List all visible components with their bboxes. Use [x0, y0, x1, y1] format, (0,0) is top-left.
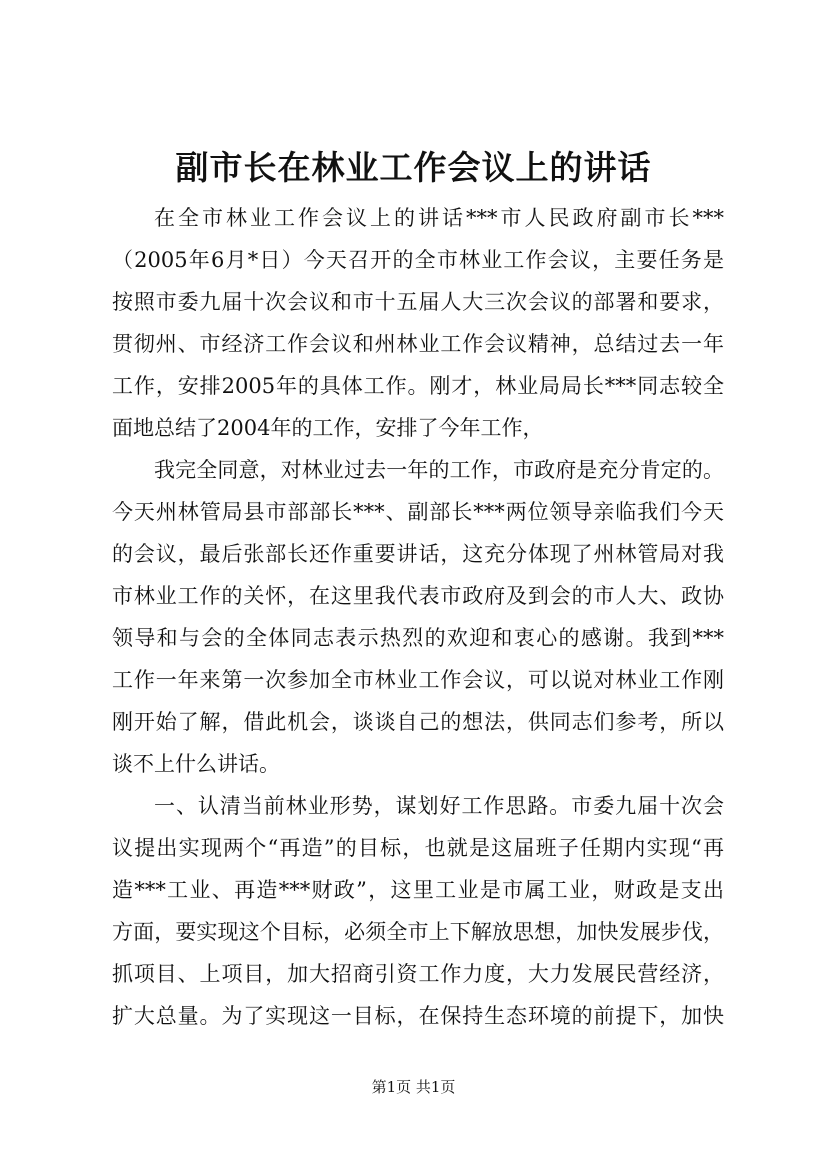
text-line: 在全市林业工作会议上的讲话***市人民政府副市长***: [154, 206, 724, 230]
text-line: 贯彻州、市经济工作会议和州林业工作会议精神，总结过去一年: [112, 332, 724, 356]
text-line: 的会议，最后张部长还作重要讲话，这充分体现了州林管局对我: [112, 542, 724, 566]
document-title: 副市长在林业工作会议上的讲话: [175, 148, 652, 187]
document-body: [112, 197, 724, 1037]
text-line: 刚开始了解，借此机会，谈谈自己的想法，供同志们参考，所以: [112, 710, 724, 734]
text-line: 市林业工作的关怀，在这里我代表市政府及到会的市人大、政协: [112, 584, 724, 608]
page-footer: 第1页 共1页: [371, 1078, 456, 1096]
text-line: 抓项目、上项目，加大招商引资工作力度，大力发展民营经济，: [112, 962, 724, 986]
text-line: 按照市委九届十次会议和市十五届人大三次会议的部署和要求，: [112, 290, 724, 314]
text-line: 领导和与会的全体同志表示热烈的欢迎和衷心的感谢。我到***: [112, 626, 724, 650]
text-line: 谈不上什么讲话。: [112, 752, 280, 776]
text-line: 面地总结了2004年的工作，安排了今年工作，: [112, 416, 544, 440]
text-line: 扩大总量。为了实现这一目标，在保持生态环境的前提下，加快: [112, 1004, 724, 1028]
text-line: （2005年6月*日）今天召开的全市林业工作会议，主要任务是: [112, 248, 724, 272]
text-line: 造***工业、再造***财政”，这里工业是市属工业，财政是支出: [112, 878, 724, 902]
text-line: 一、认清当前林业形势，谋划好工作思路。市委九届十次会: [154, 794, 724, 818]
text-line: 工作一年来第一次参加全市林业工作会议，可以说对林业工作刚: [112, 668, 724, 692]
text-line: 我完全同意，对林业过去一年的工作，市政府是充分肯定的。: [154, 458, 724, 482]
text-line: 方面，要实现这个目标，必须全市上下解放思想，加快发展步伐，: [112, 920, 724, 944]
text-line: 今天州林管局县市部部长***、副部长***两位领导亲临我们今天: [112, 500, 724, 524]
text-line: 工作，安排2005年的具体工作。刚才，林业局局长***同志较全: [112, 374, 724, 398]
text-line: 议提出实现两个“再造”的目标，也就是这届班子任期内实现“再: [112, 836, 724, 860]
